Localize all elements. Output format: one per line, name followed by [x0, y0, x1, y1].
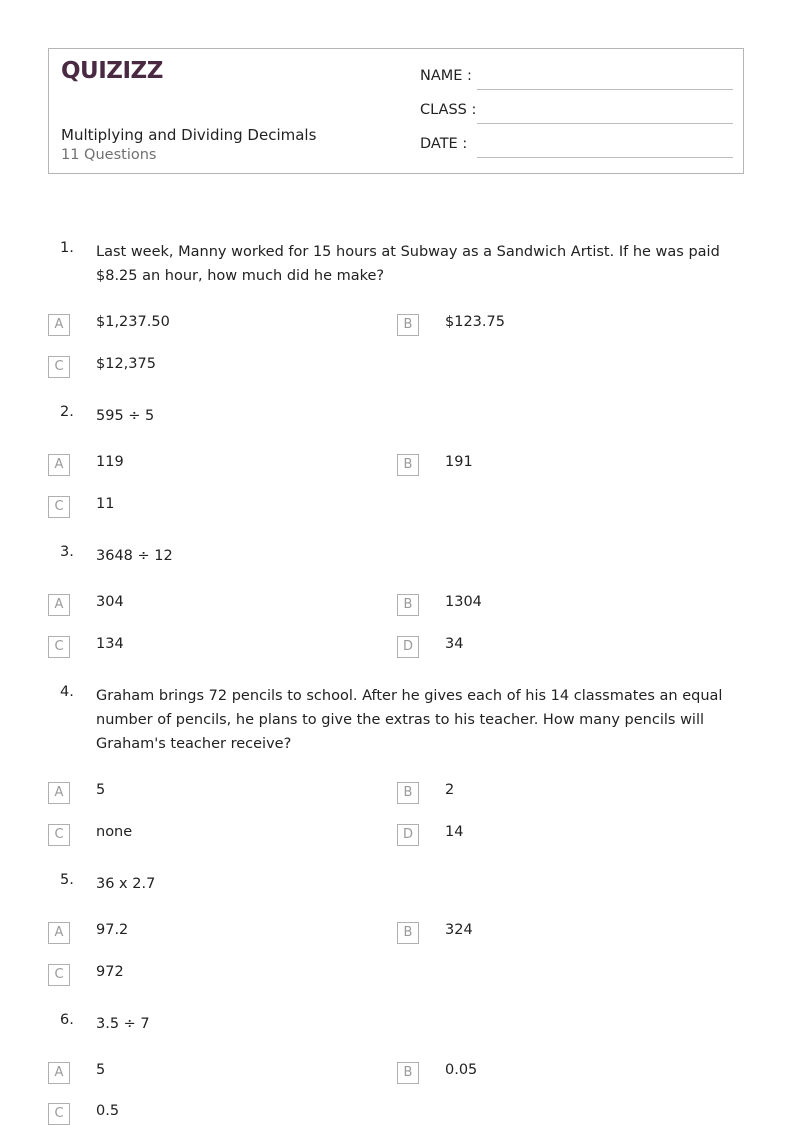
option-text: 0.5 — [96, 1103, 120, 1119]
option-text: 34 — [445, 636, 464, 652]
worksheet-header — [48, 48, 744, 174]
class-line — [477, 123, 733, 124]
option-text: 0.05 — [445, 1062, 478, 1078]
option-letter-box: B — [397, 1062, 419, 1084]
option-text: 191 — [445, 454, 473, 470]
option-letter-box: A — [48, 314, 70, 336]
question-number: 2. — [60, 404, 74, 420]
option-letter-box: B — [397, 594, 419, 616]
date-line — [477, 157, 733, 158]
name-label: NAME : — [420, 68, 472, 84]
option-text: 2 — [445, 782, 455, 798]
question-text: 595 ÷ 5 — [96, 408, 155, 424]
option-letter-box: B — [397, 782, 419, 804]
question-text: 3.5 ÷ 7 — [96, 1016, 150, 1032]
option-letter-box: C — [48, 636, 70, 658]
option-letter-box: B — [397, 454, 419, 476]
option-text: 134 — [96, 636, 124, 652]
option-letter-box: A — [48, 782, 70, 804]
quizizz-logo: QUIZIZZ — [61, 58, 163, 84]
option-text: $123.75 — [445, 314, 505, 330]
option-text: 5 — [96, 782, 106, 798]
option-letter-box: C — [48, 964, 70, 986]
option-text: 5 — [96, 1062, 106, 1078]
worksheet-title: Multiplying and Dividing Decimals — [61, 126, 317, 144]
option-letter-box: C — [48, 824, 70, 846]
option-text: 97.2 — [96, 922, 129, 938]
option-text: $1,237.50 — [96, 314, 170, 330]
class-label: CLASS : — [420, 102, 477, 118]
question-text: Last week, Manny worked for 15 hours at Subway as a Sandwich Artist. If he was paid $8.25 an hour, how much did he make? — [96, 244, 720, 284]
option-letter-box: D — [397, 824, 419, 846]
question-number: 6. — [60, 1012, 74, 1028]
option-letter-box: D — [397, 636, 419, 658]
option-letter-box: A — [48, 922, 70, 944]
option-text: 119 — [96, 454, 124, 470]
date-label: DATE : — [420, 136, 468, 152]
option-text: $12,375 — [96, 356, 156, 372]
option-text: 972 — [96, 964, 124, 980]
question-number: 4. — [60, 684, 74, 700]
option-letter-box: B — [397, 922, 419, 944]
option-text: 324 — [445, 922, 473, 938]
option-text: 1304 — [445, 594, 482, 610]
question-text: 3648 ÷ 12 — [96, 548, 173, 564]
option-text: none — [96, 824, 133, 840]
name-line — [477, 89, 733, 90]
question-text: Graham brings 72 pencils to school. After he gives each of his 14 classmates an equal number of pencils, he plans to give the extras to his teacher. How many pencils will Graham's teacher receive? — [96, 688, 723, 752]
option-letter-box: C — [48, 1103, 70, 1125]
question-number: 3. — [60, 544, 74, 560]
question-text: 36 x 2.7 — [96, 876, 156, 892]
question-count: 11 Questions — [61, 147, 157, 163]
option-text: 304 — [96, 594, 124, 610]
option-letter-box: A — [48, 454, 70, 476]
option-letter-box: A — [48, 1062, 70, 1084]
question-number: 5. — [60, 872, 74, 888]
option-letter-box: C — [48, 496, 70, 518]
question-number: 1. — [60, 240, 74, 256]
option-text: 11 — [96, 496, 115, 512]
option-letter-box: B — [397, 314, 419, 336]
option-letter-box: C — [48, 356, 70, 378]
option-text: 14 — [445, 824, 464, 840]
option-letter-box: A — [48, 594, 70, 616]
